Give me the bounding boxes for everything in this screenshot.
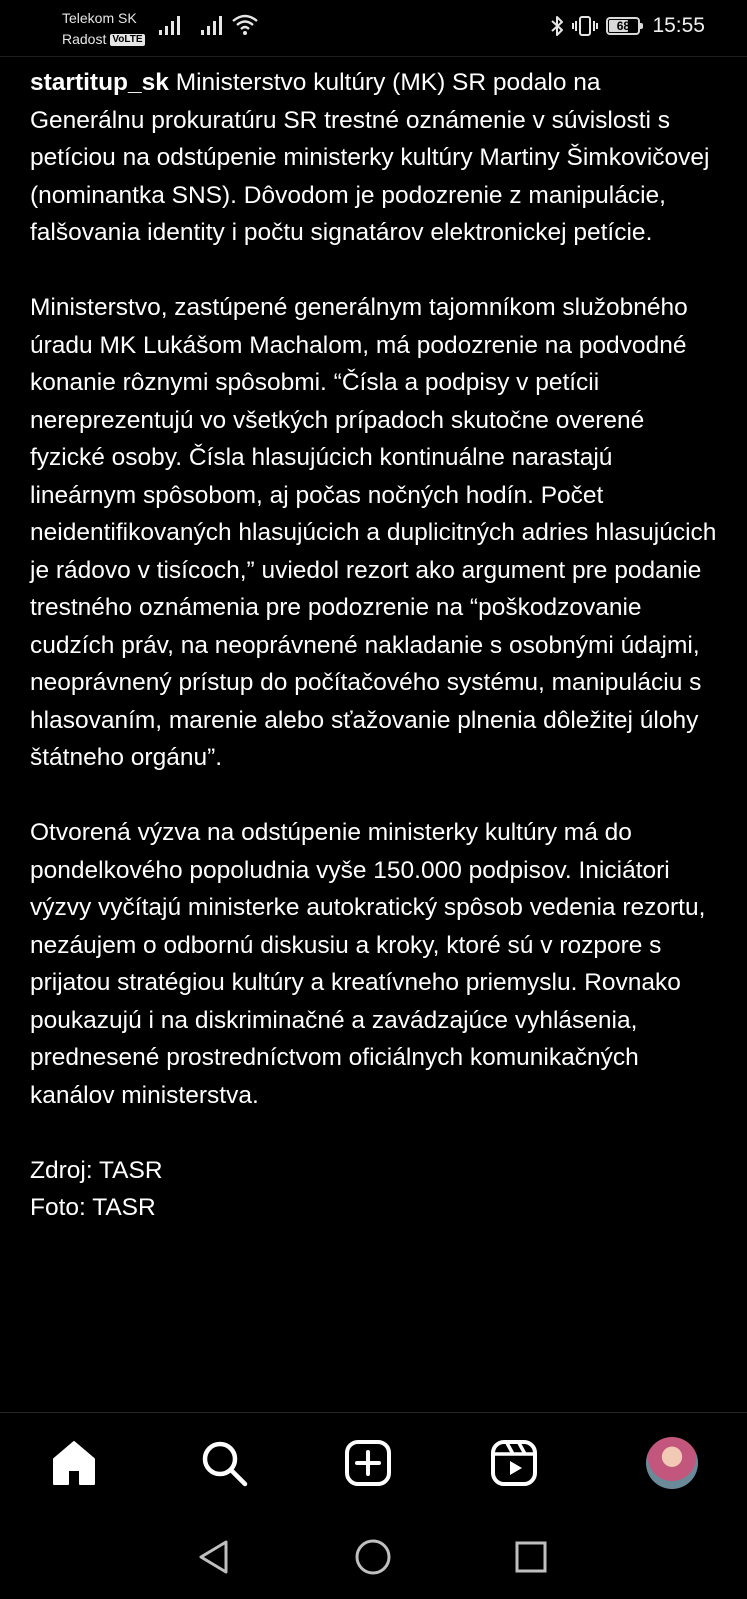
volte-badge: VoLTE — [112, 33, 143, 45]
vibrate-icon — [572, 15, 598, 37]
caption-paragraph-3: Otvorená výzva na odstúpenie ministerky kultúry má do pondelkového popoludnia vyše 150.000 podpisov. Iniciátori výzvy vyčítajú ministerke autokratický spôsob vedenia rezortu, nezáujem o odbornú diskusiu a kroky, ktoré sú v rozpore s prijatou stratégiou kultúry a kreatívneho priemyslu. Rovnako poukazujú i na diskriminačné a zavádzajúce vyhlásenia, prednesené prostredníctvom oficiálnych komunikačných kanálov ministerstva. — [30, 819, 706, 1109]
tab-reels[interactable] — [488, 1437, 540, 1489]
home-icon — [50, 1439, 98, 1487]
post-username[interactable]: startitup_sk — [30, 69, 169, 96]
nav-back-button[interactable] — [190, 1534, 236, 1580]
tab-profile[interactable] — [646, 1437, 698, 1489]
bluetooth-icon — [550, 15, 564, 37]
battery-indicator — [606, 17, 640, 35]
signal-icon — [158, 16, 182, 36]
nav-home-button[interactable] — [350, 1534, 396, 1580]
caption-text-1: Ministerstvo kultúry (MK) SR podalo na Generálnu prokuratúru SR trestné oznámenie v súvislosti s petíciou na odstúpenie ministerky kultúry Martiny Šimkovičovej (nominantka SNS). Dôvodom je podozrenie z manipulácie, falšovania identity i počtu signatárov elektronickej petície. — [30, 69, 710, 246]
home-circle-icon — [354, 1538, 392, 1576]
bottom-tab-bar — [0, 1412, 747, 1519]
wifi-icon — [232, 14, 258, 36]
profile-avatar — [646, 1437, 698, 1489]
carrier-info — [62, 8, 145, 50]
system-status-icons — [550, 14, 705, 38]
recents-icon — [514, 1540, 548, 1574]
caption-paragraph-2: Ministerstvo, zastúpené generálnym tajomníkom služobného úradu MK Lukášom Machalom, má podozrenie na podvodné konanie rôznymi spôsobmi. “Čísla a podpisy v petícii nereprezentujú vo všetkých prípadoch skutočne overené fyzické osoby. Čísla hlasujúcich kontinuálne narastajú lineárnym spôsobom, aj počas nočných hodín. Počet neidentifikovaných hlasujúcich a duplicitných adries hlasujúcich je rádovo v tisícoch,” uviedol rezort ako argument pre podanie trestného oznámenia pre podozrenie na “poškodzovanie cudzích práv, na neoprávnené nakladanie s osobnými údajmi, neoprávnený prístup do počítačového systému, manipuláciu s hlasovaním, marenie alebo sťažovanie plnenia dôležitej úlohy štátneho orgánu”. — [30, 294, 717, 771]
search-icon — [200, 1439, 248, 1487]
signal-icon-2 — [200, 16, 224, 36]
battery-tip — [640, 23, 643, 29]
tab-home[interactable] — [48, 1437, 100, 1489]
status-bar — [0, 0, 747, 57]
tab-create[interactable] — [342, 1437, 394, 1489]
caption-credits — [30, 1152, 720, 1227]
caption-paragraph-1 — [30, 64, 720, 252]
reels-icon — [490, 1439, 538, 1487]
photo-line: Foto: TASR — [30, 1194, 156, 1221]
create-icon — [344, 1439, 392, 1487]
system-navigation-bar — [0, 1518, 747, 1599]
post-caption — [30, 64, 720, 1227]
source-line: Zdroj: TASR — [30, 1156, 163, 1184]
tab-search[interactable] — [198, 1437, 250, 1489]
carrier-1-label: Telekom SK — [62, 10, 137, 26]
back-icon — [196, 1539, 230, 1575]
carrier-2-label: Radost — [62, 31, 107, 47]
nav-recents-button[interactable] — [508, 1534, 554, 1580]
battery-percent: 68 — [616, 19, 631, 33]
status-clock: 15:55 — [652, 14, 705, 37]
